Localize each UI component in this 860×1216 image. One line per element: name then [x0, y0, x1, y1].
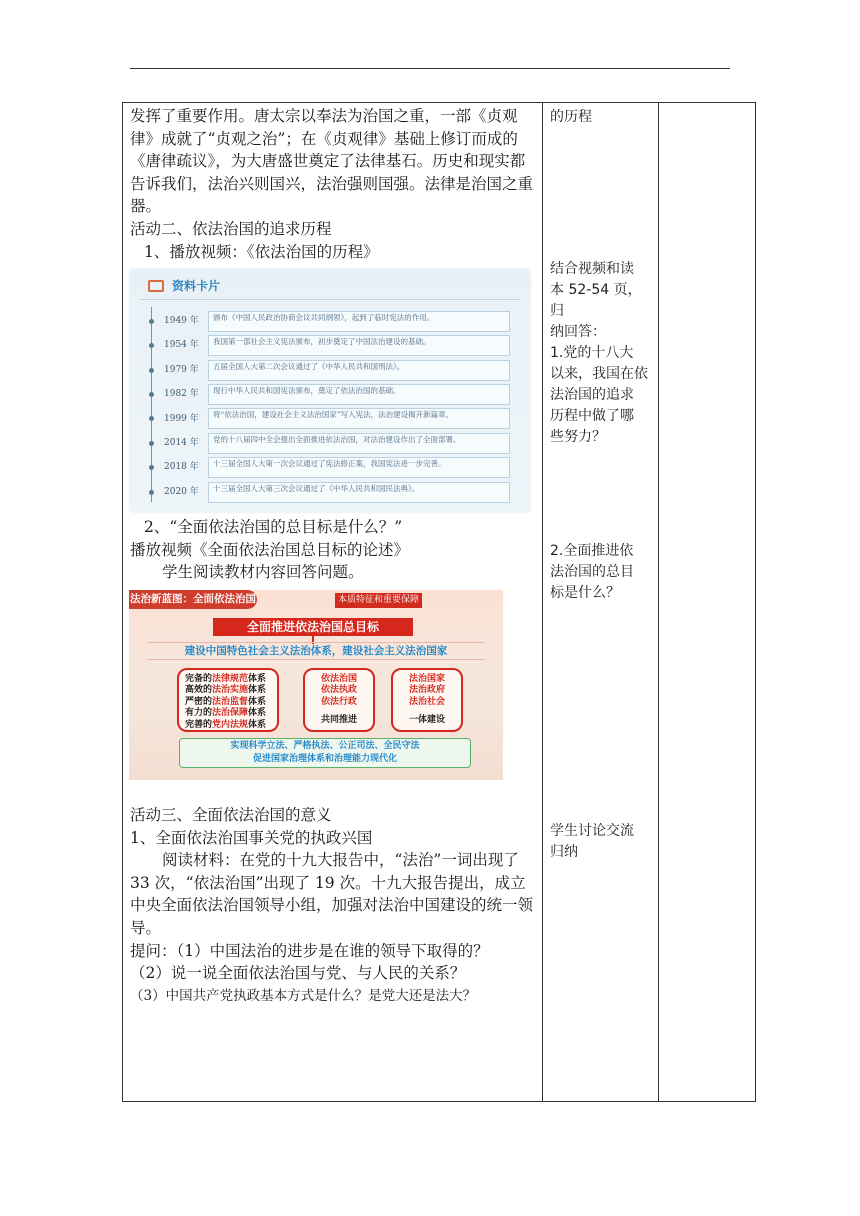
- side-note-line: 些努力？: [550, 429, 606, 445]
- blueprint-system-line: 建设中国特色社会主义法治体系，建设社会主义法治国家: [147, 642, 485, 660]
- timeline-dot: [149, 441, 154, 446]
- timeline-dot: [149, 392, 154, 397]
- side-note-line: 标是什么？: [550, 585, 620, 601]
- activity-2-heading: 活动二、依法治国的追求历程: [130, 219, 332, 238]
- timeline-row: [142, 358, 510, 382]
- side-note-2: [550, 259, 654, 448]
- timeline-dot: [149, 490, 154, 495]
- bottom-line-1: 实现科学立法、严格执法、公正司法、全民守法: [230, 740, 420, 751]
- timeline-year: 1999 年: [164, 413, 199, 424]
- blueprint-diagram-image: [129, 590, 503, 780]
- timeline-year: 2020 年: [164, 486, 199, 497]
- timeline-year: 1954 年: [164, 340, 199, 351]
- timeline-text: 颁布《中国人民政治协商会议共同纲领》，起到了临时宪法的作用。: [208, 311, 510, 332]
- column-divider: [658, 103, 659, 1101]
- joint-line: 依法行政: [320, 696, 357, 707]
- system-line: 高效的法治实施体系: [185, 685, 267, 696]
- question-1: 提问：（1）中国法治的进步是在谁的领导下取得的？: [130, 941, 489, 960]
- timeline-dot: [149, 416, 154, 421]
- side-note-1: [550, 107, 654, 128]
- timeline-year: 2018 年: [164, 462, 199, 473]
- system-line: 完备的法律规范体系: [185, 673, 267, 684]
- reading-instruction: 学生阅读教材内容回答问题。: [162, 563, 364, 582]
- timeline-dot: [149, 465, 154, 470]
- side-note-line: 历程中做了哪: [550, 408, 634, 424]
- timeline-dot: [149, 319, 154, 324]
- side-note-line: 学生讨论交流: [550, 823, 634, 839]
- timeline-year: 1949 年: [164, 316, 199, 327]
- video-2-line: 播放视频《全面依法治国总目标的论述》: [130, 540, 410, 559]
- main-content: [130, 105, 540, 1007]
- timeline-row: [142, 407, 510, 431]
- side-note-line: 法治国的总目: [550, 564, 634, 580]
- timeline-text: 我国第一部社会主义宪法颁布，初步奠定了中国法治建设的基础。: [208, 335, 510, 356]
- activity-3-point-1: 1、全面依法治国事关党的执政兴国: [130, 828, 373, 847]
- blueprint-header: 法治新蓝图：全面依法治国: [129, 590, 257, 609]
- timeline-year: 2014 年: [164, 438, 199, 448]
- header-rule: [130, 68, 730, 69]
- side-note-4: [550, 821, 654, 863]
- joint-line: 依法执政: [320, 685, 357, 696]
- side-note-line: 纳回答：: [550, 324, 606, 340]
- card-header: [148, 277, 220, 295]
- question-2: （2）说一说全面依法治国与党、与人民的关系？: [130, 964, 466, 983]
- blueprint-box-joint: [303, 668, 375, 732]
- timeline-row: [142, 334, 510, 358]
- side-note-line: 1.党的十八大: [550, 345, 634, 361]
- timeline-row: [142, 480, 510, 504]
- column-divider: [542, 103, 543, 1101]
- timeline-dot: [149, 343, 154, 348]
- joint-line: 依法治国: [320, 673, 357, 684]
- side-note-line: 的历程: [550, 109, 592, 125]
- system-line: 严密的法治监督体系: [185, 696, 267, 707]
- lesson-table: [122, 102, 756, 1102]
- side-note-line: 以来，我国在依: [550, 366, 648, 382]
- timeline-text: 十三届全国人大第三次会议通过了《中华人民共和国民法典》。: [208, 482, 510, 503]
- timeline-row: [142, 309, 510, 333]
- reading-material: 阅读材料：在党的十九大报告中，“法治”一词出现了 33 次，“依法治国”出现了 19 次。十九大报告提出，成立中央全面依法治国领导小组，加强对法治中国建设的统一领导。: [130, 851, 534, 937]
- side-note-line: 法治国的追求: [550, 387, 634, 403]
- timeline-row: [142, 382, 510, 406]
- paragraph-intro: 发挥了重要作用。唐太宗以奉法为治国之重，一部《贞观律》成就了“贞观之治”；在《贞观律》基础上修订而成的《唐律疏议》，为大唐盛世奠定了法律基石。历史和现实都告诉我们，法治兴则国兴，法治强则国强。法律是治国之重器。: [130, 107, 534, 216]
- timeline-text: 将“依法治国，建设社会主义法治国家”写入宪法，法治建设揭开新篇章。: [208, 408, 510, 429]
- integrated-footer: 一体建设: [408, 714, 445, 725]
- side-note-line: 2.全面推进依: [550, 543, 634, 559]
- integrated-line: 法治国家: [408, 673, 445, 684]
- joint-footer: 共同推进: [320, 714, 357, 725]
- system-line: 完善的党内法规体系: [185, 719, 267, 730]
- blueprint-tag: 本质特征和重要保障: [335, 593, 422, 608]
- timeline-dot: [149, 368, 154, 373]
- bottom-line-2: 促进国家治理体系和治理能力现代化: [252, 753, 397, 764]
- timeline-row: [142, 456, 510, 480]
- timeline-row: [142, 431, 510, 455]
- blueprint-goal: 全面推进依法治国总目标: [213, 618, 413, 636]
- timeline-year: 1979 年: [164, 364, 199, 375]
- side-note-3: [550, 541, 654, 604]
- integrated-line: 法治政府: [408, 685, 445, 696]
- activity-2-item-1: 1、播放视频：《依法治国的历程》: [144, 242, 379, 261]
- timeline-year: 1982 年: [164, 389, 199, 400]
- spacer: [130, 780, 540, 804]
- side-note-line: 本 52-54 页，归: [550, 282, 642, 319]
- card-divider: [140, 299, 520, 300]
- system-line: 有力的法治保障体系: [185, 708, 267, 719]
- blueprint-box-systems: [177, 668, 279, 732]
- book-icon: [148, 280, 164, 292]
- blueprint-bottom-box: [179, 738, 471, 768]
- timeline-text: 现行中华人民共和国宪法颁布，奠定了依法治国的基础。: [208, 384, 510, 405]
- activity-2-item-2: 2、“全面依法治国的总目标是什么？”: [144, 518, 403, 537]
- timeline-text: 十三届全国人大第一次会议通过了宪法修正案，我国宪法进一步完善。: [208, 457, 510, 478]
- info-card-image: [130, 269, 530, 512]
- blueprint-box-integrated: [391, 668, 463, 732]
- card-title: 资料卡片: [172, 278, 221, 293]
- question-3: （3）中国共产党执政基本方式是什么？是党大还是法大？: [130, 987, 477, 1004]
- side-note-line: 归纳: [550, 844, 578, 860]
- activity-3-heading: 活动三、全面依法治国的意义: [130, 805, 332, 824]
- timeline-text: 党的十八届四中全会提出全面推进依法治国，对法治建设作出了全面部署。: [208, 433, 510, 454]
- integrated-line: 法治社会: [408, 696, 445, 707]
- side-note-line: 结合视频和读: [550, 261, 634, 277]
- timeline-list: [142, 309, 510, 504]
- timeline-text: 五届全国人大第二次会议通过了《中华人民共和国刑法》。: [208, 360, 510, 381]
